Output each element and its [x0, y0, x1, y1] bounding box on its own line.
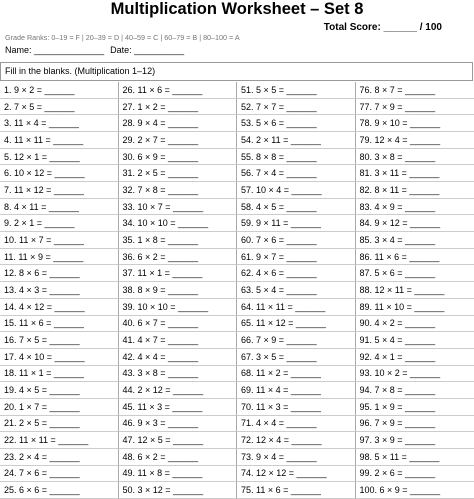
problem-cell[interactable]: 70. 11 × 3 = ______	[237, 399, 356, 416]
problem-cell[interactable]: 18. 11 × 1 = ______	[0, 366, 119, 383]
problem-cell[interactable]: 28. 9 × 4 = ______	[119, 115, 238, 132]
problem-cell[interactable]: 9. 2 × 1 = ______	[0, 215, 119, 232]
problem-cell[interactable]: 36. 6 × 2 = ______	[119, 249, 238, 266]
problem-cell[interactable]: 31. 2 × 5 = ______	[119, 165, 238, 182]
problem-cell[interactable]: 1. 9 × 2 = ______	[0, 82, 119, 99]
problem-cell[interactable]: 89. 11 × 10 = ______	[356, 299, 474, 316]
problem-cell[interactable]: 21. 2 × 5 = ______	[0, 416, 119, 433]
problem-cell[interactable]: 51. 5 × 5 = ______	[237, 82, 356, 99]
problem-cell[interactable]: 49. 11 × 8 = ______	[119, 466, 238, 483]
problem-cell[interactable]: 40. 6 × 7 = ______	[119, 316, 238, 333]
problem-cell[interactable]: 77. 7 × 9 = ______	[356, 99, 474, 116]
problem-cell[interactable]: 95. 1 × 9 = ______	[356, 399, 474, 416]
problem-cell[interactable]: 41. 4 × 7 = ______	[119, 332, 238, 349]
problem-cell[interactable]: 54. 2 × 11 = ______	[237, 132, 356, 149]
problem-cell[interactable]: 98. 5 × 11 = ______	[356, 449, 474, 466]
problem-cell[interactable]: 60. 7 × 6 = ______	[237, 232, 356, 249]
problem-cell[interactable]: 37. 11 × 1 = ______	[119, 265, 238, 282]
problem-cell[interactable]: 26. 11 × 6 = ______	[119, 82, 238, 99]
problem-cell[interactable]: 86. 11 × 6 = ______	[356, 249, 474, 266]
instructions: Fill in the blanks. (Multiplication 1–12)	[0, 62, 473, 81]
problem-cell[interactable]: 44. 2 × 12 = ______	[119, 382, 238, 399]
problem-cell[interactable]: 20. 1 × 7 = ______	[0, 399, 119, 416]
problem-cell[interactable]: 97. 3 × 9 = ______	[356, 432, 474, 449]
problem-cell[interactable]: 57. 10 × 4 = ______	[237, 182, 356, 199]
date-field[interactable]: Date: __________	[110, 45, 185, 55]
problem-cell[interactable]: 45. 11 × 3 = ______	[119, 399, 238, 416]
problem-cell[interactable]: 96. 7 × 9 = ______	[356, 416, 474, 433]
problem-cell[interactable]: 61. 9 × 7 = ______	[237, 249, 356, 266]
problem-cell[interactable]: 15. 11 × 6 = ______	[0, 316, 119, 333]
problem-cell[interactable]: 24. 7 × 6 = ______	[0, 466, 119, 483]
problem-cell[interactable]: 3. 11 × 4 = ______	[0, 115, 119, 132]
problem-cell[interactable]: 69. 11 × 4 = ______	[237, 382, 356, 399]
problem-cell[interactable]: 64. 11 × 11 = ______	[237, 299, 356, 316]
problem-cell[interactable]: 43. 3 × 8 = ______	[119, 366, 238, 383]
problem-cell[interactable]: 53. 5 × 6 = ______	[237, 115, 356, 132]
problem-cell[interactable]: 72. 12 × 4 = ______	[237, 432, 356, 449]
problem-cell[interactable]: 100. 6 × 9 = ______	[356, 482, 474, 499]
problem-cell[interactable]: 5. 12 × 1 = ______	[0, 149, 119, 166]
problem-cell[interactable]: 8. 4 × 11 = ______	[0, 199, 119, 216]
problem-cell[interactable]: 10. 11 × 7 = ______	[0, 232, 119, 249]
problem-cell[interactable]: 73. 9 × 4 = ______	[237, 449, 356, 466]
problem-cell[interactable]: 62. 4 × 6 = ______	[237, 265, 356, 282]
problem-cell[interactable]: 65. 11 × 12 = ______	[237, 316, 356, 333]
problem-cell[interactable]: 50. 3 × 12 = ______	[119, 482, 238, 499]
problem-cell[interactable]: 85. 3 × 4 = ______	[356, 232, 474, 249]
problem-cell[interactable]: 75. 11 × 6 = ______	[237, 482, 356, 499]
problem-cell[interactable]: 82. 8 × 11 = ______	[356, 182, 474, 199]
problem-cell[interactable]: 38. 8 × 9 = ______	[119, 282, 238, 299]
name-date-line	[5, 45, 184, 56]
problem-cell[interactable]: 71. 4 × 4 = ______	[237, 416, 356, 433]
problem-cell[interactable]: 68. 11 × 2 = ______	[237, 366, 356, 383]
problem-cell[interactable]: 12. 8 × 6 = ______	[0, 265, 119, 282]
problem-cell[interactable]: 59. 9 × 11 = ______	[237, 215, 356, 232]
problem-cell[interactable]: 29. 2 × 7 = ______	[119, 132, 238, 149]
problem-cell[interactable]: 4. 11 × 11 = ______	[0, 132, 119, 149]
problem-cell[interactable]: 48. 6 × 2 = ______	[119, 449, 238, 466]
problem-cell[interactable]: 13. 4 × 3 = ______	[0, 282, 119, 299]
problem-cell[interactable]: 30. 6 × 9 = ______	[119, 149, 238, 166]
problem-cell[interactable]: 81. 3 × 11 = ______	[356, 165, 474, 182]
problem-cell[interactable]: 99. 2 × 6 = ______	[356, 466, 474, 483]
problem-cell[interactable]: 78. 9 × 10 = ______	[356, 115, 474, 132]
problem-cell[interactable]: 34. 10 × 10 = ______	[119, 215, 238, 232]
problem-cell[interactable]: 88. 12 × 11 = ______	[356, 282, 474, 299]
grade-ranks: Grade Ranks: 0–19 = F | 20–39 = D | 40–59 = C | 60–79 = B | 80–100 = A	[5, 33, 240, 42]
problem-cell[interactable]: 91. 5 × 4 = ______	[356, 332, 474, 349]
problem-cell[interactable]: 35. 1 × 8 = ______	[119, 232, 238, 249]
problem-cell[interactable]: 19. 4 × 5 = ______	[0, 382, 119, 399]
problem-cell[interactable]: 16. 7 × 5 = ______	[0, 332, 119, 349]
problem-cell[interactable]: 22. 11 × 11 = ______	[0, 432, 119, 449]
problem-cell[interactable]: 33. 10 × 7 = ______	[119, 199, 238, 216]
problem-cell[interactable]: 87. 5 × 6 = ______	[356, 265, 474, 282]
problem-cell[interactable]: 83. 4 × 9 = ______	[356, 199, 474, 216]
problem-cell[interactable]: 56. 7 × 4 = ______	[237, 165, 356, 182]
problem-grid	[0, 82, 474, 499]
problem-cell[interactable]: 79. 12 × 4 = ______	[356, 132, 474, 149]
problem-cell[interactable]: 2. 7 × 5 = ______	[0, 99, 119, 116]
problem-cell[interactable]: 66. 7 × 9 = ______	[237, 332, 356, 349]
page-title: Multiplication Worksheet – Set 8	[110, 0, 364, 18]
problem-cell[interactable]: 58. 4 × 5 = ______	[237, 199, 356, 216]
problem-cell[interactable]: 14. 4 × 12 = ______	[0, 299, 119, 316]
problem-cell[interactable]: 23. 2 × 4 = ______	[0, 449, 119, 466]
problem-cell[interactable]: 27. 1 × 2 = ______	[119, 99, 238, 116]
problem-cell[interactable]: 63. 5 × 4 = ______	[237, 282, 356, 299]
problem-cell[interactable]: 39. 10 × 10 = ______	[119, 299, 238, 316]
problem-cell[interactable]: 55. 8 × 8 = ______	[237, 149, 356, 166]
problem-cell[interactable]: 52. 7 × 7 = ______	[237, 99, 356, 116]
problem-cell[interactable]: 6. 10 × 12 = ______	[0, 165, 119, 182]
problem-cell[interactable]: 32. 7 × 8 = ______	[119, 182, 238, 199]
problem-cell[interactable]: 90. 4 × 2 = ______	[356, 316, 474, 333]
total-score: Total Score: ______ / 100	[323, 22, 442, 33]
problem-cell[interactable]: 17. 4 × 10 = ______	[0, 349, 119, 366]
problem-cell[interactable]: 25. 6 × 6 = ______	[0, 482, 119, 499]
problem-cell[interactable]: 67. 3 × 5 = ______	[237, 349, 356, 366]
problem-cell[interactable]: 47. 12 × 5 = ______	[119, 432, 238, 449]
problem-cell[interactable]: 94. 7 × 8 = ______	[356, 382, 474, 399]
problem-cell[interactable]: 93. 10 × 2 = ______	[356, 366, 474, 383]
problem-cell[interactable]: 80. 3 × 8 = ______	[356, 149, 474, 166]
name-field[interactable]: Name: ______________	[5, 45, 105, 55]
problem-cell[interactable]: 11. 11 × 9 = ______	[0, 249, 119, 266]
problem-cell[interactable]: 7. 11 × 12 = ______	[0, 182, 119, 199]
problem-cell[interactable]: 92. 4 × 1 = ______	[356, 349, 474, 366]
problem-cell[interactable]: 84. 9 × 12 = ______	[356, 215, 474, 232]
problem-cell[interactable]: 46. 9 × 3 = ______	[119, 416, 238, 433]
problem-cell[interactable]: 42. 4 × 4 = ______	[119, 349, 238, 366]
problem-cell[interactable]: 74. 12 × 12 = ______	[237, 466, 356, 483]
problem-cell[interactable]: 76. 8 × 7 = ______	[356, 82, 474, 99]
